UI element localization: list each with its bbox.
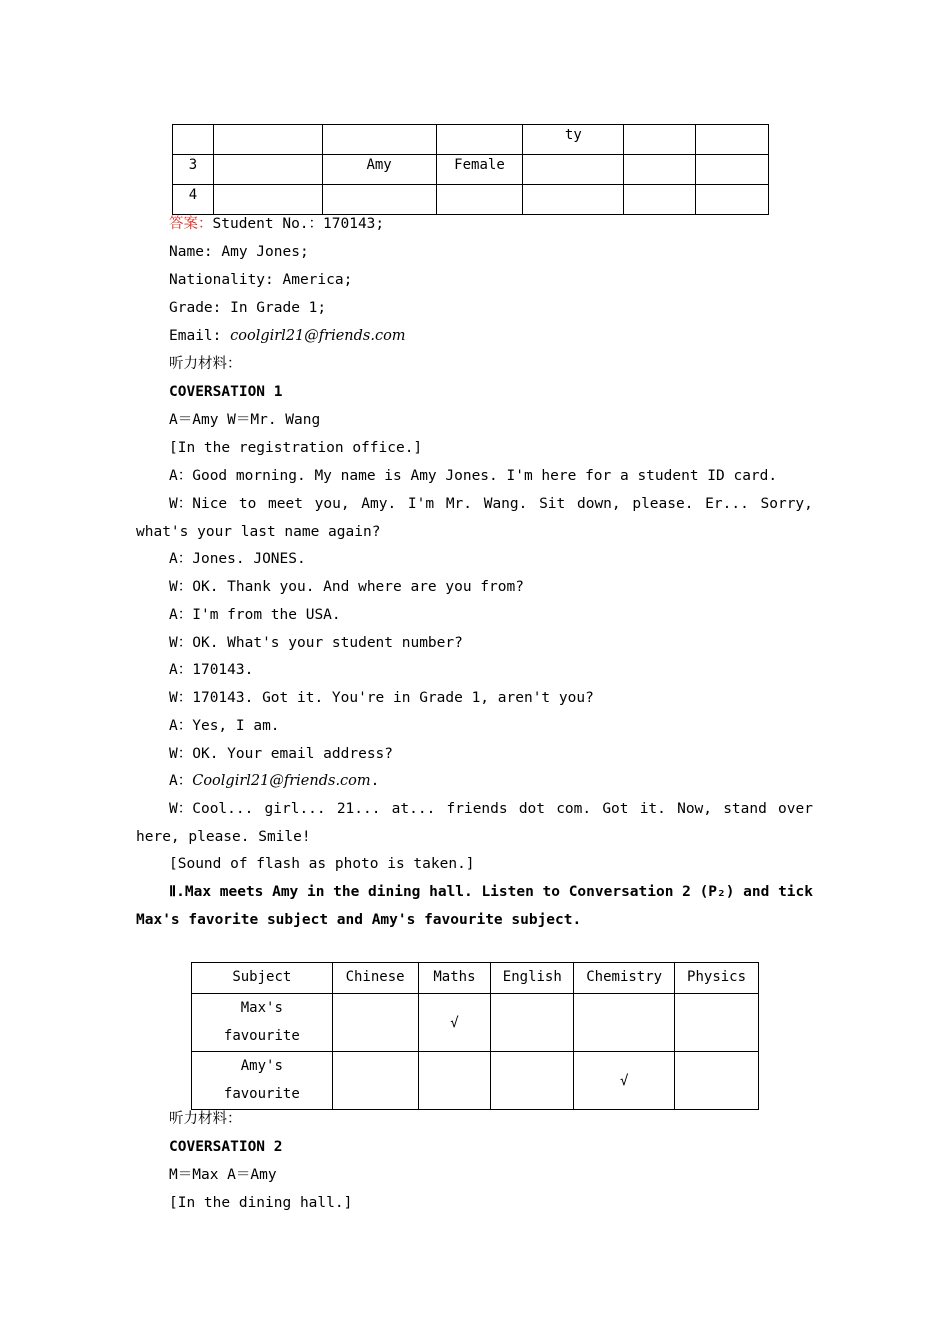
dialogue-line: A：Yes, I am. bbox=[169, 718, 280, 734]
tick-cell: √ bbox=[418, 994, 491, 1052]
header-cell: Maths bbox=[418, 963, 491, 994]
conversation-2-speakers: M＝Max A＝Amy bbox=[169, 1167, 277, 1183]
word: (P₂) bbox=[699, 884, 735, 900]
conversation-1-title: COVERSATION 1 bbox=[169, 384, 283, 400]
answer-email-label: Email: bbox=[169, 328, 231, 344]
word: and bbox=[743, 884, 770, 900]
table-row bbox=[173, 155, 769, 185]
word: Sorry, bbox=[760, 496, 813, 512]
answer-student-no bbox=[169, 214, 384, 234]
registration-table bbox=[172, 124, 769, 215]
answer-student-no-text: Student No.：170143; bbox=[212, 216, 385, 232]
word: 2 bbox=[682, 884, 691, 900]
word: to bbox=[238, 496, 257, 512]
speaker: A： bbox=[169, 773, 193, 789]
dialogue-line-continued: what's your last name again? bbox=[136, 524, 381, 540]
tick-cell bbox=[574, 994, 675, 1052]
word: Er... bbox=[705, 496, 749, 512]
row-label-line: favourite bbox=[223, 1028, 300, 1044]
table-cell bbox=[322, 185, 436, 215]
answer-name: Name: Amy Jones; bbox=[169, 244, 309, 260]
table-cell: Amy bbox=[322, 155, 436, 185]
conversation-1-speakers: A＝Amy W＝Mr. Wang bbox=[169, 412, 321, 428]
word: you, bbox=[314, 496, 350, 512]
word: Mr. bbox=[445, 496, 473, 512]
dialogue-line: W：OK. Thank you. And where are you from? bbox=[169, 579, 524, 595]
header-cell: Physics bbox=[675, 963, 759, 994]
table-cell bbox=[436, 185, 523, 215]
header-cell: Chemistry bbox=[574, 963, 675, 994]
word: it. bbox=[639, 801, 666, 817]
dialogue-line-continued: here, please. Smile! bbox=[136, 829, 311, 845]
word: 21... bbox=[336, 801, 381, 817]
conversation-2-scene: [In the dining hall.] bbox=[169, 1195, 353, 1211]
dialogue-line: W：OK. What's your student number? bbox=[169, 635, 463, 651]
row-label bbox=[192, 994, 333, 1052]
dialogue-line bbox=[169, 799, 813, 819]
word: dining bbox=[368, 884, 421, 900]
word: Conversation bbox=[568, 884, 674, 900]
word: W：Cool... bbox=[169, 801, 254, 817]
answer-label: 答案： bbox=[169, 216, 213, 232]
word: the bbox=[333, 884, 360, 900]
table-cell bbox=[523, 155, 624, 185]
answer-nationality: Nationality: America; bbox=[169, 272, 353, 288]
word: to bbox=[542, 884, 560, 900]
table-row bbox=[192, 994, 759, 1052]
word: Amy bbox=[272, 884, 299, 900]
table-cell bbox=[624, 185, 696, 215]
tick-cell bbox=[675, 1052, 759, 1110]
table-cell bbox=[696, 155, 769, 185]
listening-heading-2: 听力材料： bbox=[169, 1111, 242, 1127]
listening-heading-1: 听力材料： bbox=[169, 356, 242, 372]
word: meet bbox=[268, 496, 303, 512]
word: Amy. bbox=[361, 496, 397, 512]
word: stand bbox=[723, 801, 767, 817]
word: tick bbox=[778, 884, 813, 900]
word: meets bbox=[219, 884, 264, 900]
dialogue-line: A：Jones. JONES. bbox=[169, 551, 306, 567]
table-cell bbox=[213, 155, 322, 185]
header-cell: Chinese bbox=[332, 963, 418, 994]
question-2-instruction-continued: Max's favorite subject and Amy's favourite subject. bbox=[136, 912, 582, 928]
email-text: Coolgirl21@friends.com bbox=[192, 773, 371, 789]
row-label bbox=[192, 1052, 333, 1110]
table-cell bbox=[523, 185, 624, 215]
dialogue-line: A：Good morning. My name is Amy Jones. I'm here for a student ID card. bbox=[169, 468, 778, 484]
table-cell bbox=[696, 185, 769, 215]
word: girl... bbox=[264, 801, 326, 817]
dialogue-line: W：170143. Got it. You're in Grade 1, aren't you? bbox=[169, 690, 594, 706]
word: hall. bbox=[429, 884, 473, 900]
word: down, bbox=[576, 496, 621, 512]
dialogue-line: W：OK. Your email address? bbox=[169, 746, 394, 762]
table-cell: ty bbox=[523, 125, 624, 155]
word: com. bbox=[556, 801, 592, 817]
tick-cell bbox=[332, 994, 418, 1052]
question-2-instruction bbox=[169, 882, 813, 902]
favourite-subject-table bbox=[191, 962, 759, 1110]
tick-cell: √ bbox=[574, 1052, 675, 1110]
table-cell bbox=[322, 125, 436, 155]
dialogue-line bbox=[169, 771, 379, 791]
tick-cell bbox=[418, 1052, 491, 1110]
table-cell bbox=[213, 185, 322, 215]
word: I'm bbox=[407, 496, 435, 512]
table-header-row bbox=[192, 963, 759, 994]
table-row bbox=[173, 125, 769, 155]
word: please. bbox=[632, 496, 694, 512]
table-cell bbox=[624, 155, 696, 185]
row-label-line: favourite bbox=[223, 1086, 300, 1102]
table-cell bbox=[436, 125, 523, 155]
conversation-1-sound: [Sound of flash as photo is taken.] bbox=[169, 856, 475, 872]
header-cell: English bbox=[491, 963, 574, 994]
table-row bbox=[173, 185, 769, 215]
table-cell: Female bbox=[436, 155, 523, 185]
header-cell: Subject bbox=[192, 963, 333, 994]
conversation-1-scene: [In the registration office.] bbox=[169, 440, 423, 456]
row-label-line: Amy's bbox=[240, 1058, 283, 1074]
dialogue-line bbox=[169, 494, 813, 514]
word: Wang. bbox=[483, 496, 528, 512]
row-label-line: Max's bbox=[240, 1000, 283, 1016]
word: Listen bbox=[481, 884, 534, 900]
word: in bbox=[306, 884, 325, 900]
tick-cell bbox=[491, 994, 574, 1052]
word: over bbox=[778, 801, 813, 817]
word: Now, bbox=[677, 801, 713, 817]
word: friends bbox=[446, 801, 508, 817]
answer-grade: Grade: In Grade 1; bbox=[169, 300, 327, 316]
word: W：Nice bbox=[169, 496, 228, 512]
word: Sit bbox=[539, 496, 566, 512]
punctuation: . bbox=[370, 773, 380, 789]
tick-cell bbox=[332, 1052, 418, 1110]
tick-cell bbox=[675, 994, 759, 1052]
answer-email-value: coolgirl21@friends.com bbox=[230, 328, 406, 344]
word: Ⅱ.Max bbox=[169, 884, 212, 900]
conversation-2-title: COVERSATION 2 bbox=[169, 1139, 283, 1155]
answer-email bbox=[169, 326, 406, 346]
table-cell bbox=[696, 125, 769, 155]
word: dot bbox=[518, 801, 546, 817]
table-cell: 4 bbox=[173, 185, 214, 215]
table-cell bbox=[213, 125, 322, 155]
table-cell: 3 bbox=[173, 155, 214, 185]
word: Got bbox=[602, 801, 629, 817]
table-row bbox=[192, 1052, 759, 1110]
dialogue-line: A：170143. bbox=[169, 662, 254, 678]
table-cell bbox=[624, 125, 696, 155]
table-cell bbox=[173, 125, 214, 155]
dialogue-line: A：I'm from the USA. bbox=[169, 607, 341, 623]
tick-cell bbox=[491, 1052, 574, 1110]
word: at... bbox=[391, 801, 436, 817]
